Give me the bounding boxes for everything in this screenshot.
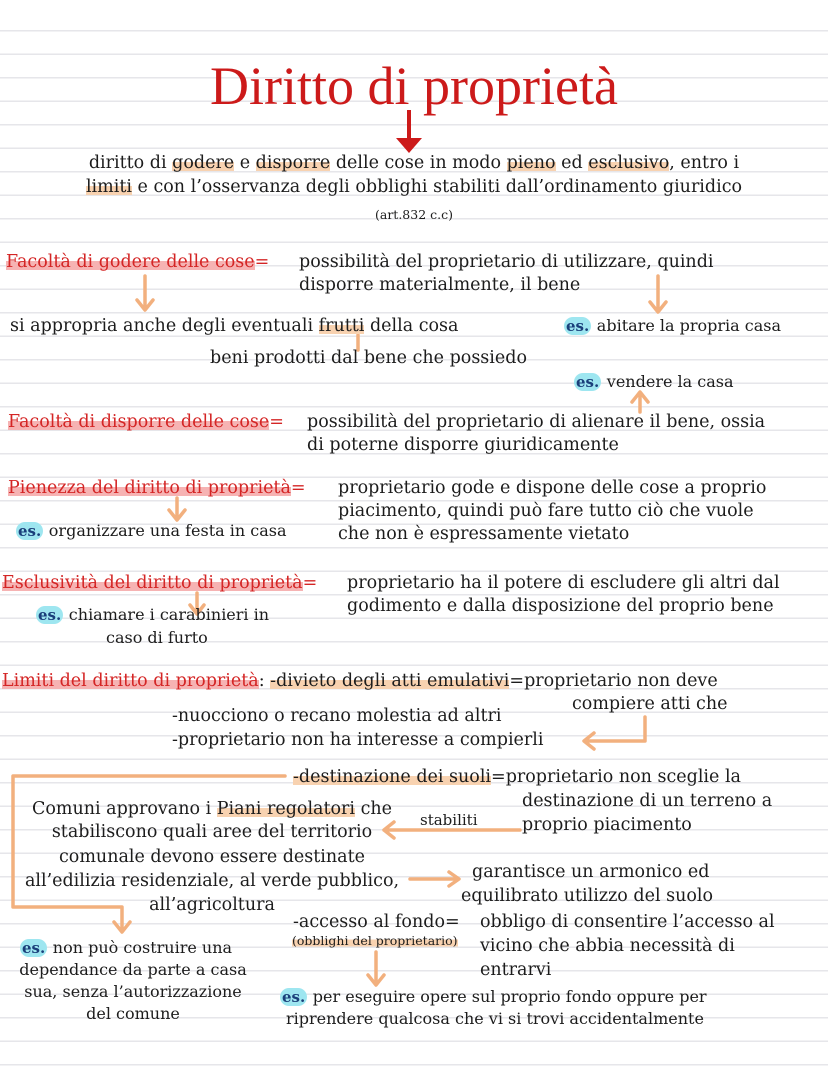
comuni-line-4: all’edilizia residenziale, al verde pubblico, [24,871,400,891]
garantisce-2: equilibrato utilizzo del suolo [461,886,714,906]
esclusivita-def-1: proprietario ha il potere di escludere gli altri dal [347,573,780,593]
arrow-emulativi [584,717,645,749]
keyword-disporre: disporre [255,153,331,173]
fondo-es-1: es. per eseguire opere sul proprio fondo oppure per [282,987,707,1006]
fondo-def-2: vicino che abbia necessità di [480,936,735,956]
arrow-disporre-es [632,392,648,412]
esclusivita-es-2: caso di furto [106,628,208,647]
godere-frutti: si appropria anche degli eventuali frutti della cosa [10,316,459,336]
suoli-es-1: es. non può costruire una [22,938,233,957]
pienezza-heading: Pienezza del diritto di proprietà= [8,478,306,498]
esclusivita-es-1: es. chiamare i carabinieri in [38,605,270,624]
godere-es: es. abitare la propria casa [566,316,782,335]
keyword-frutti: frutti [318,316,365,336]
godere-def-2: disporre materialmente, il bene [299,275,581,295]
limiti-heading: Limiti del diritto di proprietà: -divieto degli atti emulativi=proprietario non deve [2,671,718,691]
emulativi-sub-2: -proprietario non ha interesse a compierli [172,730,544,750]
godere-def-1: possibilità del proprietario di utilizzare, quindi [299,252,714,272]
definition-line-1: diritto di godere e disporre delle cose in modo pieno ed esclusivo, entro i [88,153,740,173]
suoli-def-2: destinazione di un terreno a [522,791,773,811]
arrow-godere-es [650,276,666,312]
keyword-piani-regolatori: Piani regolatori [216,799,356,819]
keyword-esclusivo: esclusivo [588,153,670,173]
garantisce-1: garantisce un armonico ed [472,862,710,882]
disporre-es: es. vendere la casa [576,372,734,391]
fondo-es-2: riprendere qualcosa che vi si trovi accidentalmente [286,1009,704,1028]
suoli-es-3: sua, senza l’autorizzazione [24,982,242,1001]
disporre-heading: Facoltà di disporre delle cose= [8,412,284,432]
pienezza-def-1: proprietario gode e dispone delle cose a proprio [338,478,767,498]
comuni-line-5: all’agricoltura [149,895,275,915]
suoli-label: -destinazione dei suoli [293,767,492,787]
page-title: Diritto di proprietà [210,56,618,116]
emulativi-def-2: compiere atti che [572,694,728,714]
definition-line-2: limiti e con l’osservanza degli obblighi stabiliti dall’ordinamento giuridico [85,177,743,197]
suoli-es-2: dependance da parte a casa [19,960,247,979]
godere-heading: Facoltà di godere delle cose= [6,252,270,272]
comuni-line-2: stabiliscono quali aree del territorio [51,822,373,842]
keyword-limiti: limiti [85,177,132,197]
stabiliti-label: stabiliti [420,811,478,829]
arrow-pienezza-es [169,498,185,520]
suoli-def-3: proprio piacimento [522,815,692,835]
keyword-godere: godere [172,153,235,173]
disporre-def-1: possibilità del proprietario di alienare il bene, ossia [307,412,766,432]
title-arrow [396,110,422,153]
suoli-es-4: del comune [86,1004,180,1023]
arrow-fondo-es [368,952,384,985]
definition-source: (art.832 c.c) [375,207,453,222]
pienezza-es: es. organizzare una festa in casa [18,521,287,540]
esclusivita-def-2: godimento e dalla disposizione del proprio bene [347,596,774,616]
esclusivita-heading: Esclusività del diritto di proprietà= [2,573,318,593]
disporre-def-2: di poterne disporre giuridicamente [307,435,619,455]
suoli-heading: -destinazione dei suoli=proprietario non sceglie la [293,767,741,787]
pienezza-def-2: piacimento, quindi può fare tutto ciò che vuole [338,501,754,521]
fondo-label: -accesso al fondo= [293,912,460,932]
comuni-line-3: comunale devono essere destinate [59,847,365,867]
fondo-sub: (obblighi del proprietario) [292,933,458,948]
emulativi-label: -divieto degli atti emulativi [270,671,510,691]
pienezza-def-3: che non è espressamente vietato [338,524,630,544]
fondo-def-3: entrarvi [480,960,552,980]
emulativi-sub-1: -nuocciono o recano molestia ad altri [172,706,502,726]
arrow-godere-frutti [137,276,153,310]
frutti-def: beni prodotti dal bene che possiedo [210,348,527,368]
keyword-pieno: pieno [506,153,556,173]
comuni-line-1: Comuni approvano i Piani regolatori che [31,799,393,819]
fondo-def-1: obbligo di consentire l’accesso al [480,912,775,932]
